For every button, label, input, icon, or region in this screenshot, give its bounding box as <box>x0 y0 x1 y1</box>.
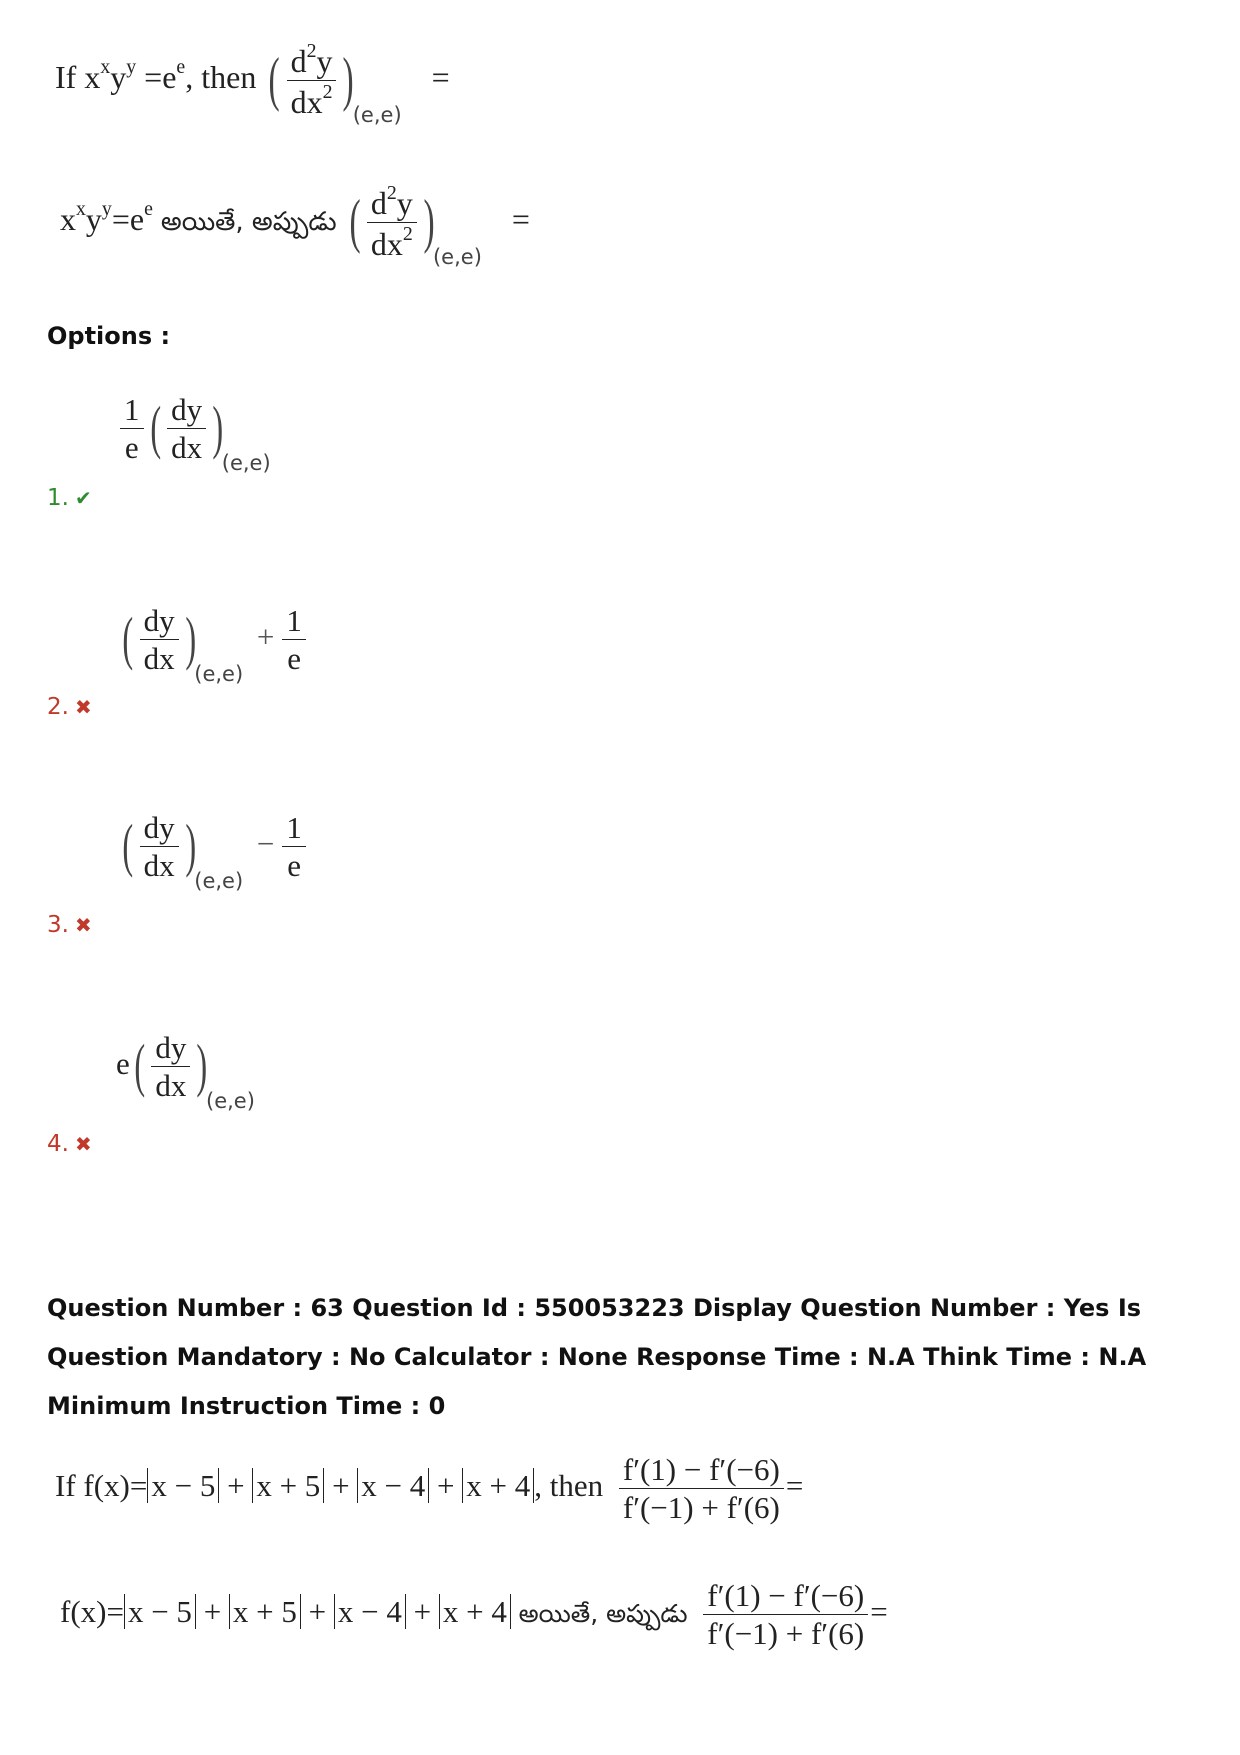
question-english: If $x^xy^y =e^e$, then ( $\frac{d^2y}{dx^2}$ )$_{(e,e)}$ = <box>55 40 450 127</box>
options-label: Options : <box>47 322 171 350</box>
cross-icon: ✖ <box>74 695 92 719</box>
cross-icon: ✖ <box>74 913 92 937</box>
option-4-expression: e( $\frac{dy}{dx}$ )$_{(e,e)}$ <box>116 1030 255 1114</box>
option-3-number: 3. ✖ <box>47 912 92 938</box>
option-3-expression: ( $\frac{dy}{dx}$ )$_{(e,e)}$ − $\frac{1}{e}$ <box>118 810 308 893</box>
question2-telugu: f(x)= x − 5 + x + 5 + x − 4 + x + 4 అయితే, అప్పుడు $\frac{f'(1) - f'(-6)}{f'(-1) + f'(6)}$ = <box>60 1578 888 1651</box>
cross-icon: ✖ <box>74 1132 92 1156</box>
option-2-expression: ( $\frac{dy}{dx}$ )$_{(e,e)}$ + $\frac{1}{e}$ <box>118 603 308 686</box>
question-meta: Question Number : 63 Question Id : 550053223 Display Question Number : Yes Is Question Mandatory : No Calculator : None Response Time : N.A Think Time : N.A Minimum Instruction Time : 0 <box>47 1294 1147 1420</box>
checkmark-icon: ✔ <box>74 486 92 510</box>
option-2-number: 2. ✖ <box>47 694 92 720</box>
option-1-number: 1. ✔ <box>47 485 92 511</box>
option-1-expression: $\frac{1}{e}$ ( $\frac{dy}{dx}$ )$_{(e,e)}$ <box>118 392 271 475</box>
question2-english: If f(x)= x − 5 + x + 5 + x − 4 + x + 4 , then $\frac{f'(1) - f'(-6)}{f'(-1) + f'(6)}$ = <box>55 1452 804 1525</box>
option-4-number: 4. ✖ <box>47 1131 92 1157</box>
question-telugu: $x^xy^y=e^e$ అయితే, అప్పుడు ( $\frac{d^2y}{dx^2}$ )$_{(e,e)}$ = <box>60 182 530 269</box>
